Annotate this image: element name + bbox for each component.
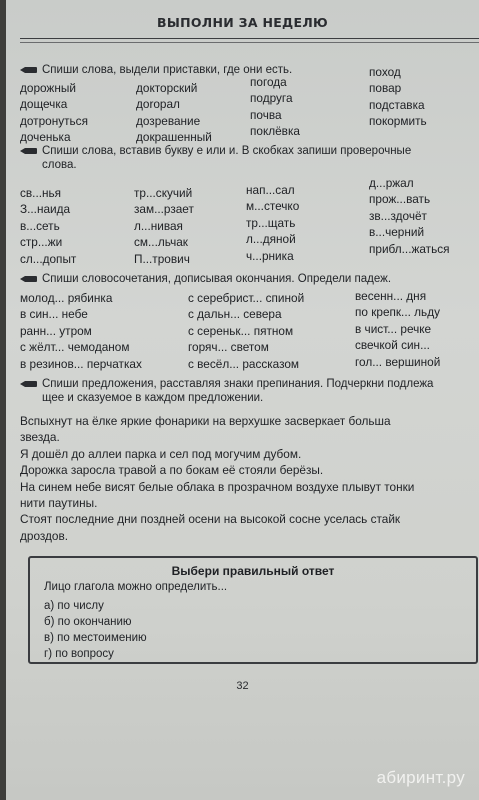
word: докрашенный [136, 130, 212, 145]
task-1-column-2 [136, 80, 212, 146]
phrase: свечкой син... [355, 338, 430, 353]
task-3-instruction: Спиши словосочетания, дописывая окончания. Определи падеж. [20, 272, 391, 286]
task-2-instruction: Спиши слова, вставив букву е или и. В скобках запиши проверочные слова. [20, 144, 475, 172]
phrase: с серебрист... спиной [188, 291, 305, 305]
phrase: с весёл... рассказом [188, 356, 300, 371]
phrase: весенн... дня [355, 289, 427, 303]
word: погода [250, 75, 287, 89]
word: повар [369, 81, 402, 96]
phrase: с сереньк... пятном [188, 323, 294, 338]
sentence-line: Стоят последние дни поздней осени на высокой сосне уселась стайк [20, 512, 401, 527]
word: дотронуться [20, 113, 88, 128]
phrase: в син... небе [20, 307, 88, 322]
task-4-instruction: Спиши предложения, расставляя знаки препинания. Подчеркни подлежа щее и сказуемое в каждом предложении. [20, 377, 475, 405]
page-title: ВЫПОЛНИ ЗА НЕДЕЛЮ [157, 15, 328, 30]
task-2-column-4 [369, 175, 450, 257]
task-1-column-3 [250, 74, 300, 140]
phrase: в чист... речке [355, 321, 432, 336]
header-divider [20, 38, 479, 39]
sentence-line: Дорожка заросла травой а по бокам её стояли берёзы. [20, 463, 324, 478]
quiz-option: в) по местоимению [44, 632, 147, 644]
quiz-box [28, 556, 478, 664]
quiz-option: б) по окончанию [44, 616, 132, 628]
word: тр...скучий [134, 186, 193, 200]
sentence-line: Я дошёл до аллеи парка и сел под могучим дубом. [20, 446, 302, 461]
page-number: 32 [236, 680, 249, 692]
word: м...стечко [246, 199, 300, 214]
quiz-option: а) по числу [44, 600, 104, 612]
word: д...ржал [369, 176, 414, 190]
word: св...нья [20, 186, 62, 200]
word: л...нивая [134, 218, 183, 233]
phrase: с жёлт... чемоданом [20, 340, 130, 355]
quiz-title: Выбери правильный ответ [171, 564, 335, 578]
word: зам...рзает [134, 202, 194, 217]
word: доченька [20, 130, 71, 145]
watermark: абиринт.ру [376, 768, 465, 787]
word: тр...щать [246, 215, 296, 230]
task-2-column-2 [134, 185, 194, 267]
word: подставка [369, 97, 425, 112]
task-1-instruction: Спиши слова, выдели приставки, где они есть. [20, 63, 292, 77]
pencil-icon [20, 275, 38, 283]
word: сл...допыт [20, 251, 77, 266]
word: З...наида [20, 202, 71, 217]
task-3-column-3 [355, 288, 440, 370]
task-3-column-2 [188, 290, 304, 372]
word: в...черний [369, 225, 425, 240]
sentence-line: нити паутины. [20, 496, 98, 511]
word: дорожный [20, 81, 76, 95]
word: прож...вать [369, 192, 431, 207]
word: доrорал [136, 97, 180, 112]
word: в...сеть [20, 218, 60, 233]
word: зв...здочёт [369, 208, 427, 223]
task-2-column-1 [20, 185, 76, 267]
word: нап...сал [246, 183, 295, 197]
quiz-question: Лицо глагола можно определить... [44, 581, 228, 593]
phrase: в резинов... перчатках [20, 356, 142, 371]
phrase: гол... вершиной [355, 354, 441, 369]
header-divider-thin [20, 42, 479, 43]
word: подруга [250, 91, 293, 106]
task-1-column-1 [20, 80, 88, 146]
phrase: горяч... светом [188, 340, 269, 355]
sentence-line: На синем небе висят белые облака в прозрачном воздухе плывут тонки [20, 479, 415, 494]
phrase: по крепк... льду [355, 305, 440, 320]
sentence-line: Вспыхнут на ёлке яркие фонарики на верхушке засверкает больша [20, 414, 391, 428]
task-3-column-1 [20, 290, 142, 372]
quiz-option: г) по вопросу [44, 648, 114, 660]
word: докторский [136, 81, 198, 95]
sentence-line: звезда. [20, 430, 60, 445]
word: поклёвка [250, 124, 300, 139]
pencil-icon [20, 66, 38, 74]
pencil-icon [20, 380, 38, 388]
word: прибл...жаться [369, 241, 450, 256]
phrase: ранн... утром [20, 323, 92, 338]
workbook-page [6, 0, 479, 800]
phrase: молод... рябинка [20, 291, 113, 305]
page-header [6, 14, 479, 36]
quiz-options [44, 598, 147, 662]
task-2-column-3 [246, 182, 299, 264]
task-4-sentences [20, 413, 479, 544]
pencil-icon [20, 147, 38, 155]
word: ч...рника [246, 248, 294, 263]
word: поход [369, 65, 401, 79]
phrase: с дальн... севера [188, 307, 282, 322]
word: дощечка [20, 97, 68, 112]
sentence-line: дроздов. [20, 528, 69, 543]
word: П...трович [134, 251, 190, 266]
word: см...льчак [134, 235, 188, 250]
task-1-column-4 [369, 64, 427, 130]
word: дозревание [136, 113, 201, 128]
word: покормить [369, 114, 427, 129]
word: л...дяной [246, 232, 296, 247]
word: почва [250, 107, 282, 122]
word: стр...жи [20, 235, 63, 250]
